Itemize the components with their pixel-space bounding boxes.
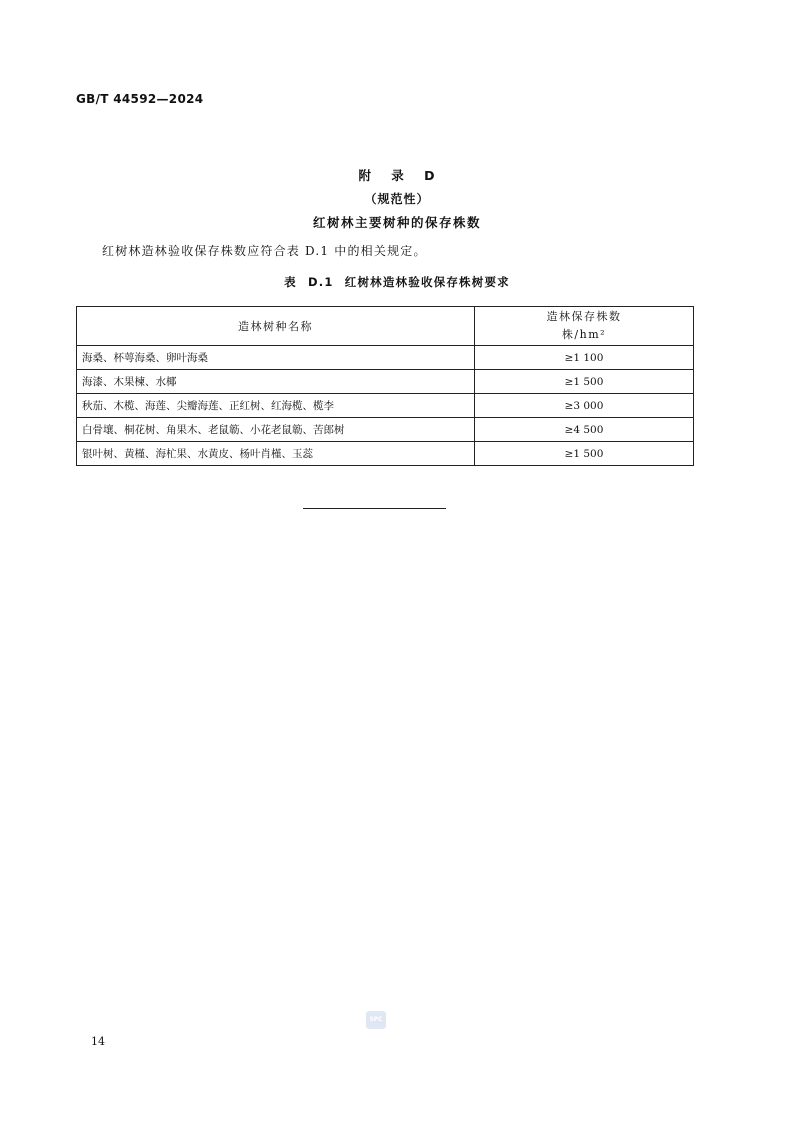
standard-code: GB/T 44592—2024 bbox=[76, 92, 204, 106]
table-row bbox=[77, 346, 694, 370]
watermark-logo: SPC bbox=[366, 1011, 386, 1029]
table-row bbox=[77, 418, 694, 442]
species-cell: 银叶树、黄槿、海杧果、水黄皮、杨叶肖槿、玉蕊 bbox=[77, 442, 475, 466]
table-row bbox=[77, 442, 694, 466]
species-cell: 秋茄、木榄、海莲、尖瓣海莲、正红树、红海榄、榄李 bbox=[77, 394, 475, 418]
count-cell: ≥3 000 bbox=[475, 394, 694, 418]
end-rule bbox=[303, 508, 446, 509]
count-cell: ≥4 500 bbox=[475, 418, 694, 442]
annex-name: 红树林主要树种的保存株数 bbox=[312, 215, 481, 230]
header-count bbox=[475, 307, 694, 346]
table-header-row bbox=[77, 307, 694, 346]
table-caption: 表 D.1 红树林造林验收保存株树要求 bbox=[284, 275, 510, 289]
page-number: 14 bbox=[91, 1035, 105, 1048]
annex-type: （规范性） bbox=[364, 192, 430, 206]
species-cell: 白骨壤、桐花树、角果木、老鼠簕、小花老鼠簕、苦郎树 bbox=[77, 418, 475, 442]
count-cell: ≥1 500 bbox=[475, 442, 694, 466]
header-count-label: 造林保存株数 bbox=[546, 310, 622, 323]
header-species: 造林树种名称 bbox=[77, 307, 475, 346]
intro-paragraph: 红树林造林验收保存株数应符合表 D.1 中的相关规定。 bbox=[102, 244, 427, 258]
table-row bbox=[77, 394, 694, 418]
table-row bbox=[77, 370, 694, 394]
count-cell: ≥1 500 bbox=[475, 370, 694, 394]
count-cell: ≥1 100 bbox=[475, 346, 694, 370]
survival-count-table bbox=[76, 306, 694, 466]
annex-title: 附 录 D bbox=[358, 168, 436, 183]
species-cell: 海漆、木果楝、水椰 bbox=[77, 370, 475, 394]
header-count-unit: 株/hm² bbox=[561, 328, 607, 341]
species-cell: 海桑、杯萼海桑、卵叶海桑 bbox=[77, 346, 475, 370]
